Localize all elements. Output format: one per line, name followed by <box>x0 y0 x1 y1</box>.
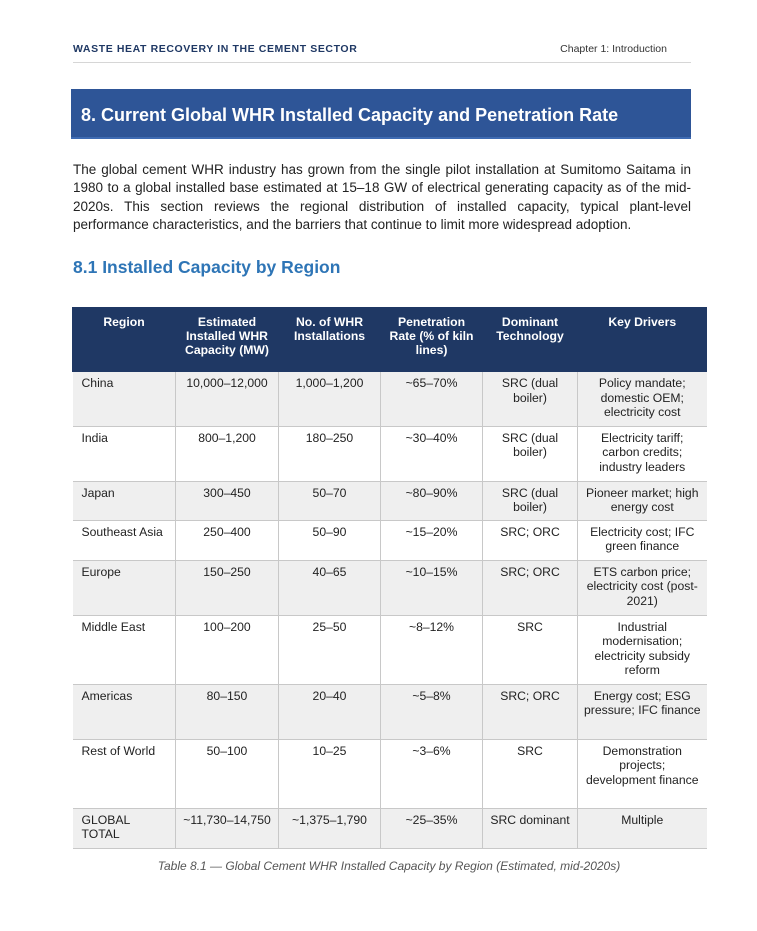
cell-capacity: 250–400 <box>176 520 279 560</box>
table-row <box>73 481 707 520</box>
header-penetration: Penetration Rate (% of kiln lines) <box>381 307 483 372</box>
cell-drivers: Pioneer market; high energy cost <box>578 481 707 520</box>
cell-penetration: ~8–12% <box>381 615 483 684</box>
cell-technology: SRC (dual boiler) <box>483 426 578 481</box>
table-row <box>73 615 707 684</box>
cell-drivers: Electricity cost; IFC green finance <box>578 520 707 560</box>
table-caption: Table 8.1 — Global Cement WHR Installed Capacity by Region (Estimated, mid-2020s) <box>157 859 621 873</box>
cell-region: Europe <box>73 560 176 615</box>
cell-technology: SRC; ORC <box>483 520 578 560</box>
cell-capacity: 50–100 <box>176 739 279 808</box>
cell-region: India <box>73 426 176 481</box>
page-header <box>73 43 691 63</box>
cell-installations: 40–65 <box>279 560 381 615</box>
cell-capacity: 10,000–12,000 <box>176 372 279 426</box>
cell-installations: 10–25 <box>279 739 381 808</box>
cell-drivers: Industrial modernisation; electricity subsidy reform <box>578 615 707 684</box>
intro-paragraph: The global cement WHR industry has grown from the single pilot installation at Sumitomo Saitama in 1980 to a global installed base estimated at 15–18 GW of electrical generating capacity as of the mid-2020s. This section reviews the regional distribution of installed capacity, typical plant-level performance characteristics, and the barriers that continue to limit more widespread adoption. <box>73 162 691 232</box>
capacity-table <box>72 307 707 849</box>
cell-penetration: ~5–8% <box>381 684 483 739</box>
cell-drivers: Policy mandate; domestic OEM; electricity cost <box>578 372 707 426</box>
table-row-total <box>73 808 707 848</box>
header-capacity: Estimated Installed WHR Capacity (MW) <box>176 307 279 372</box>
header-region: Region <box>73 307 176 372</box>
cell-region: Americas <box>73 684 176 739</box>
cell-capacity: 800–1,200 <box>176 426 279 481</box>
cell-capacity: 300–450 <box>176 481 279 520</box>
cell-installations: 50–70 <box>279 481 381 520</box>
header-drivers: Key Drivers <box>578 307 707 372</box>
cell-technology: SRC; ORC <box>483 560 578 615</box>
table-row <box>73 560 707 615</box>
table-row <box>73 684 707 739</box>
cell-penetration: ~65–70% <box>381 372 483 426</box>
header-installations: No. of WHR Installations <box>279 307 381 372</box>
cell-capacity: ~11,730–14,750 <box>176 808 279 848</box>
cell-region: Middle East <box>73 615 176 684</box>
section-banner <box>71 89 691 139</box>
table-row <box>73 426 707 481</box>
cell-drivers: Electricity tariff; carbon credits; industry leaders <box>578 426 707 481</box>
cell-technology: SRC <box>483 615 578 684</box>
cell-technology: SRC (dual boiler) <box>483 372 578 426</box>
cell-installations: 1,000–1,200 <box>279 372 381 426</box>
table-row <box>73 520 707 560</box>
table-row <box>73 739 707 808</box>
cell-technology: SRC <box>483 739 578 808</box>
cell-technology: SRC; ORC <box>483 684 578 739</box>
cell-region: China <box>73 372 176 426</box>
table-row <box>73 372 707 426</box>
cell-drivers: Demonstration projects; development finance <box>578 739 707 808</box>
cell-capacity: 150–250 <box>176 560 279 615</box>
cell-penetration: ~15–20% <box>381 520 483 560</box>
cell-penetration: ~25–35% <box>381 808 483 848</box>
cell-technology: SRC (dual boiler) <box>483 481 578 520</box>
cell-installations: ~1,375–1,790 <box>279 808 381 848</box>
cell-installations: 50–90 <box>279 520 381 560</box>
cell-capacity: 100–200 <box>176 615 279 684</box>
cell-region: GLOBAL TOTAL <box>73 808 176 848</box>
section-title: 8. Current Global WHR Installed Capacity and Penetration Rate <box>81 105 619 125</box>
cell-installations: 25–50 <box>279 615 381 684</box>
running-title: WASTE HEAT RECOVERY IN THE CEMENT SECTOR <box>73 43 358 55</box>
cell-technology: SRC dominant <box>483 808 578 848</box>
cell-region: Japan <box>73 481 176 520</box>
cell-installations: 180–250 <box>279 426 381 481</box>
cell-region: Southeast Asia <box>73 520 176 560</box>
cell-penetration: ~3–6% <box>381 739 483 808</box>
chapter-label: Chapter 1: Introduction <box>560 43 667 55</box>
cell-installations: 20–40 <box>279 684 381 739</box>
table-header-row <box>73 307 707 372</box>
header-technology: Dominant Technology <box>483 307 578 372</box>
subsection-title: 8.1 Installed Capacity by Region <box>73 257 341 277</box>
cell-penetration: ~10–15% <box>381 560 483 615</box>
cell-drivers: Energy cost; ESG pressure; IFC finance <box>578 684 707 739</box>
cell-drivers: Multiple <box>578 808 707 848</box>
cell-penetration: ~30–40% <box>381 426 483 481</box>
cell-drivers: ETS carbon price; electricity cost (post-2021) <box>578 560 707 615</box>
cell-capacity: 80–150 <box>176 684 279 739</box>
cell-penetration: ~80–90% <box>381 481 483 520</box>
cell-region: Rest of World <box>73 739 176 808</box>
